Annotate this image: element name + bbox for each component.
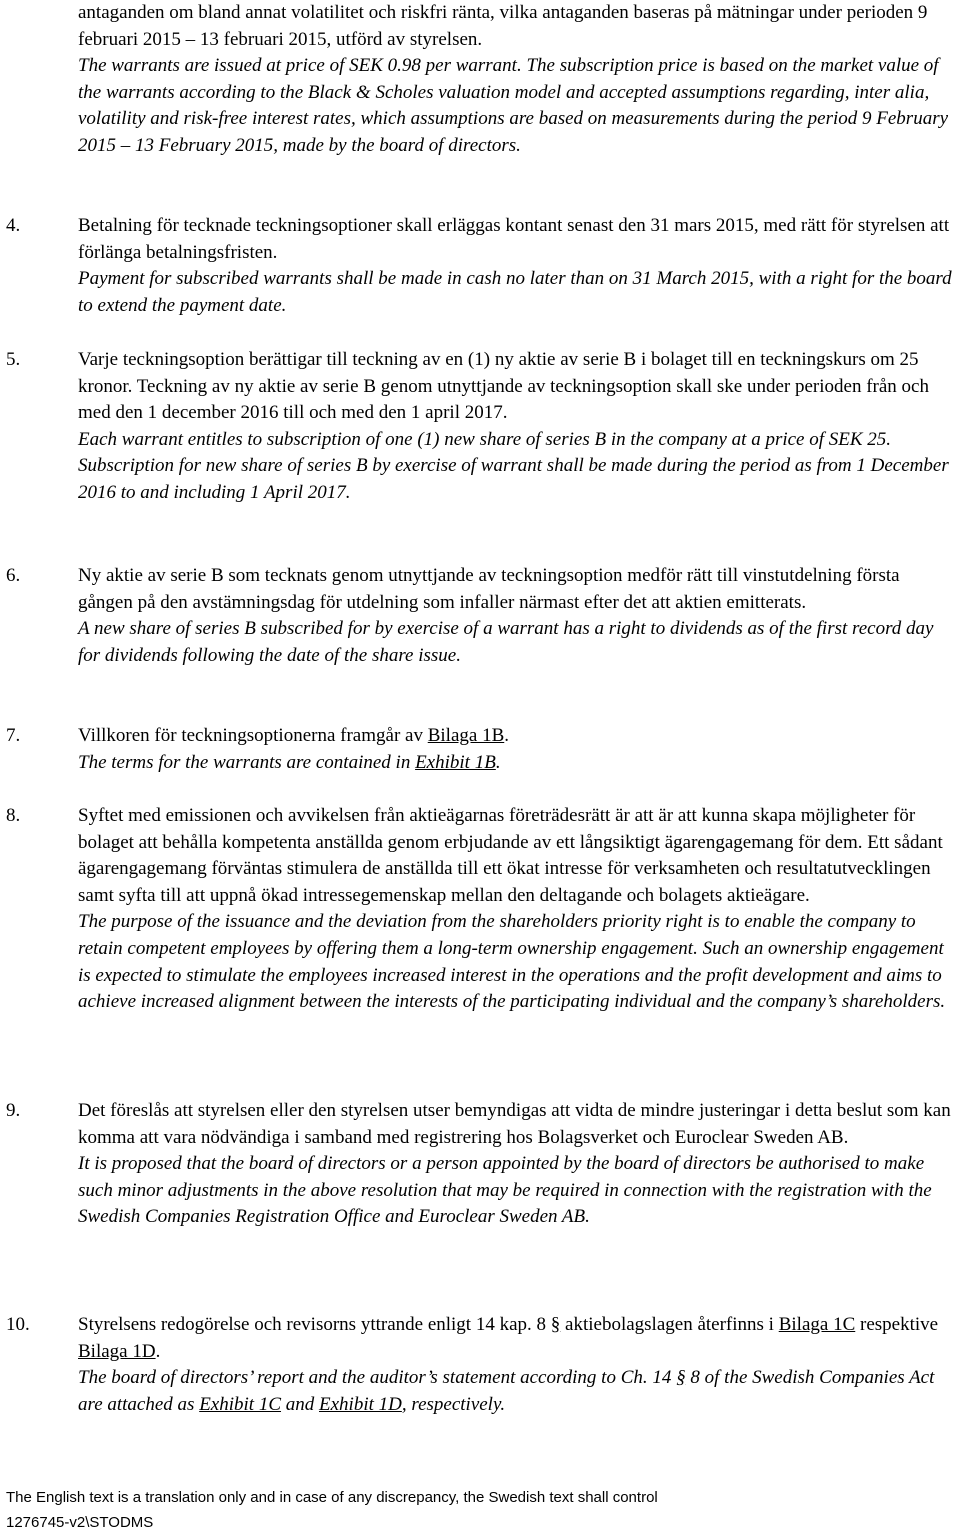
item-5-english-text: Each warrant entitles to subscription of one (1) new share of series B in the company at a price of SEK 25. Subscription for new share of series B by exercise of warrant shall be made during the period as from 1 December 2016 to and including 1 April 2017. [78, 428, 949, 503]
item-10-en-text-mid: 8 of the Swedish Companies Act are attached as [78, 1367, 935, 1415]
item-10-number: 10. [6, 1314, 30, 1335]
item-5 [78, 347, 956, 507]
item-8-english-text: The purpose of the issuance and the deviation from the shareholders priority right is to enable the company to retain competent employees by offering them a long-term ownership engagement. Such an ownership engagement is expected to stimulate the employees increased interest in the operations and the profit development and aims to achieve increased alignment between the interests of the participating individual and the company’s shareholders. [78, 911, 946, 1013]
item-10-en-text-before: The board of directors’ report and the auditor’s statement according to Ch. 14 [78, 1367, 677, 1389]
exhibit-1d-link[interactable]: Exhibit 1D [319, 1393, 402, 1415]
item-7-en-text-before: The terms for the warrants are contained in [78, 751, 416, 773]
item-7-sv-text-after: . [504, 725, 509, 746]
item-7 [78, 723, 956, 776]
item-6 [78, 563, 956, 669]
item-10-en-text-after: , respectively. [401, 1393, 506, 1415]
item-4-swedish-text: Betalning för tecknade teckningsoptioner skall erläggas kontant senast den 31 mars 2015, med rätt för styrelsen att förlänga betalningsfristen. [78, 215, 950, 263]
item-4 [78, 213, 956, 319]
intro-paragraph [78, 0, 956, 160]
item-7-en-text-after: . [495, 751, 501, 773]
exhibit-1c-link[interactable]: Exhibit 1C [199, 1393, 282, 1415]
bilaga-1d-link[interactable]: Bilaga 1D [78, 1340, 156, 1362]
item-6-english-text: A new share of series B subscribed for by exercise of a warrant has a right to dividends as of the first record day for dividends following the date of the share issue. [78, 618, 934, 666]
item-10-sv-text-mid: aktiebolagslagen återfinns i [560, 1314, 779, 1335]
item-10-swedish-text [78, 1312, 956, 1365]
section-sign: § [676, 1367, 686, 1389]
bilaga-1c-link[interactable]: Bilaga 1C [778, 1314, 856, 1335]
item-5-swedish-text: Varje teckningsoption berättigar till teckning av en (1) ny aktie av serie B i bolaget till en teckningskurs om 25 kronor. Teckning av ny aktie av serie B genom utnyttjande av teckningsoption skall ske under perioden från och med den 1 december 2016 till och med den 1 april 2017. [78, 349, 929, 424]
item-10-english-text [78, 1365, 956, 1418]
item-8 [78, 803, 956, 1016]
item-9-english-text: It is proposed that the board of directors or a person appointed by the board of directors be authorised to make such minor adjustments in the above resolution that may be required in connection with the registration with the Swedish Companies Registration Office and Euroclear Sweden AB. [78, 1153, 932, 1228]
item-9-number: 9. [6, 1100, 21, 1121]
item-8-swedish-text: Syftet med emissionen och avvikelsen från aktieägarnas företrädesrätt är att är att kunna skapa möjligheter för bolaget att behålla kompetenta anställda genom erbjudande av ett långsiktigt ägarengagemang för dem. Ett sådant ägarengagemang förväntas stimulera de anställda till ett ökat intresse för verksamheten och resultatutvecklingen samt syfta till att uppnå ökad intressegemenskap mellan den deltagande och bolagets aktieägare. [78, 805, 943, 906]
section-sign: § [550, 1314, 561, 1335]
intro-swedish-text: antaganden om bland annat volatilitet och riskfri ränta, vilka antaganden baseras på mätningar under perioden 9 februari 2015 – 13 februari 2015, utförd av styrelsen. [78, 2, 928, 50]
footer-document-id: 1276745-v2\STODMS [6, 1514, 154, 1531]
intro-english-text: The warrants are issued at price of SEK 0.98 per warrant. The subscription price is based on the market value of the warrants according to the Black & Scholes valuation model and accepted assumptions regarding, inter alia, volatility and risk-free interest rates, which assumptions are based on measurements during the period 9 February 2015 – 13 February 2015, made by the board of directors. [78, 55, 949, 156]
item-4-number: 4. [6, 215, 21, 236]
footer-disclaimer: The English text is a translation only and in case of any discrepancy, the Swedish text shall control [6, 1489, 658, 1506]
item-7-number: 7. [6, 725, 21, 746]
item-10-en-text-between: and [281, 1393, 320, 1415]
item-10 [78, 1312, 956, 1418]
exhibit-1b-link[interactable]: Exhibit 1B [415, 751, 496, 773]
item-4-english-text: Payment for subscribed warrants shall be made in cash no later than on 31 March 2015, with a right for the board to extend the payment date. [78, 268, 952, 316]
item-7-swedish-text [78, 723, 956, 750]
item-10-sv-text-after: . [155, 1340, 161, 1362]
item-9-swedish-text: Det föreslås att styrelsen eller den styrelsen utser bemyndigas att vidta de mindre justeringar i detta beslut som kan komma att vara nödvändiga i samband med registrering hos Bolagsverket och Euroclear Sweden AB. [78, 1100, 951, 1148]
bilaga-1b-link[interactable]: Bilaga 1B [427, 725, 505, 746]
item-10-sv-text-between: respektive [855, 1314, 939, 1335]
item-7-sv-text-before: Villkoren för teckningsoptionerna framgår av [78, 725, 428, 746]
item-5-number: 5. [6, 349, 21, 370]
item-7-english-text [78, 750, 956, 777]
item-6-number: 6. [6, 565, 21, 586]
item-6-swedish-text: Ny aktie av serie B som tecknats genom utnyttjande av teckningsoption medför rätt till vinstutdelning första gången på den avstämningsdag för utdelning som infaller närmast efter det att aktien emitterats. [78, 565, 900, 613]
item-9 [78, 1098, 956, 1231]
item-8-number: 8. [6, 805, 21, 826]
item-10-sv-text-before: Styrelsens redogörelse och revisorns yttrande enligt 14 kap. 8 [78, 1314, 551, 1335]
